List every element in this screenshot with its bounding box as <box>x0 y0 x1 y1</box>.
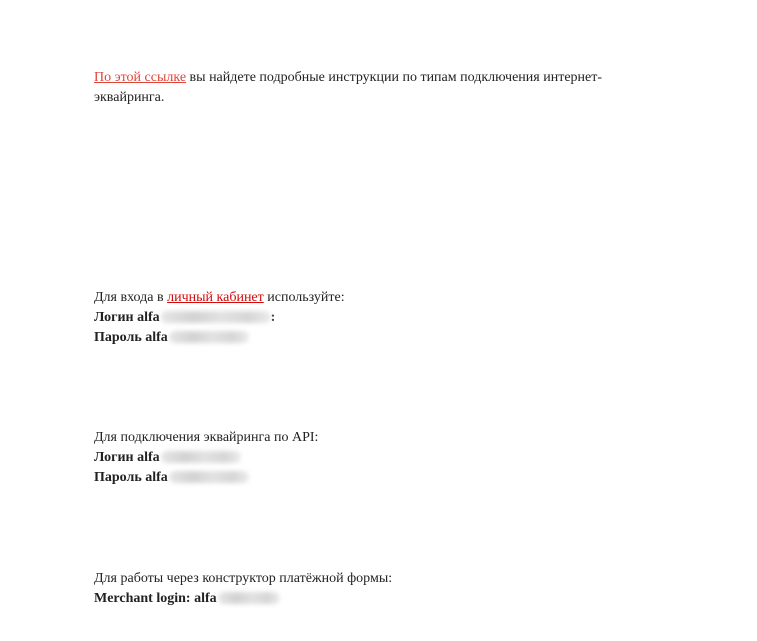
cabinet-login <box>94 308 345 328</box>
api-heading: Для подключения эквайринга по API: <box>94 430 319 445</box>
form-heading: Для работы через конструктор платёжной формы: <box>94 571 393 586</box>
merchant-login <box>94 589 392 609</box>
api-login-label: Логин alfa <box>94 450 160 465</box>
cabinet-credentials-section <box>94 288 345 348</box>
intro-paragraph <box>94 68 654 108</box>
payment-form-section <box>94 569 392 609</box>
cabinet-heading <box>94 288 345 308</box>
cabinet-suffix: используйте: <box>263 290 345 305</box>
merchant-login-label: Merchant login: alfa <box>94 591 217 606</box>
redacted-api-password <box>169 471 249 483</box>
redacted-api-login <box>161 451 241 463</box>
cabinet-prefix: Для входа в <box>94 290 168 305</box>
cabinet-login-tail: : <box>270 310 276 325</box>
intro-text: вы найдете подробные инструкции по типам подключения интернет-эквайринга. <box>94 70 603 105</box>
cabinet-password-label: Пароль alfa <box>94 330 168 345</box>
api-login <box>94 448 318 468</box>
personal-cabinet-link[interactable]: личный кабинет <box>167 290 264 305</box>
api-password-label: Пароль alfa <box>94 470 168 485</box>
redacted-cabinet-login <box>161 311 271 323</box>
api-credentials-section <box>94 428 318 488</box>
redacted-cabinet-password <box>169 331 249 343</box>
cabinet-password <box>94 328 345 348</box>
cabinet-login-label: Логин alfa <box>94 310 160 325</box>
api-password <box>94 468 318 488</box>
instructions-link[interactable]: По этой ссылке <box>94 70 187 85</box>
redacted-merchant-login <box>218 592 280 604</box>
